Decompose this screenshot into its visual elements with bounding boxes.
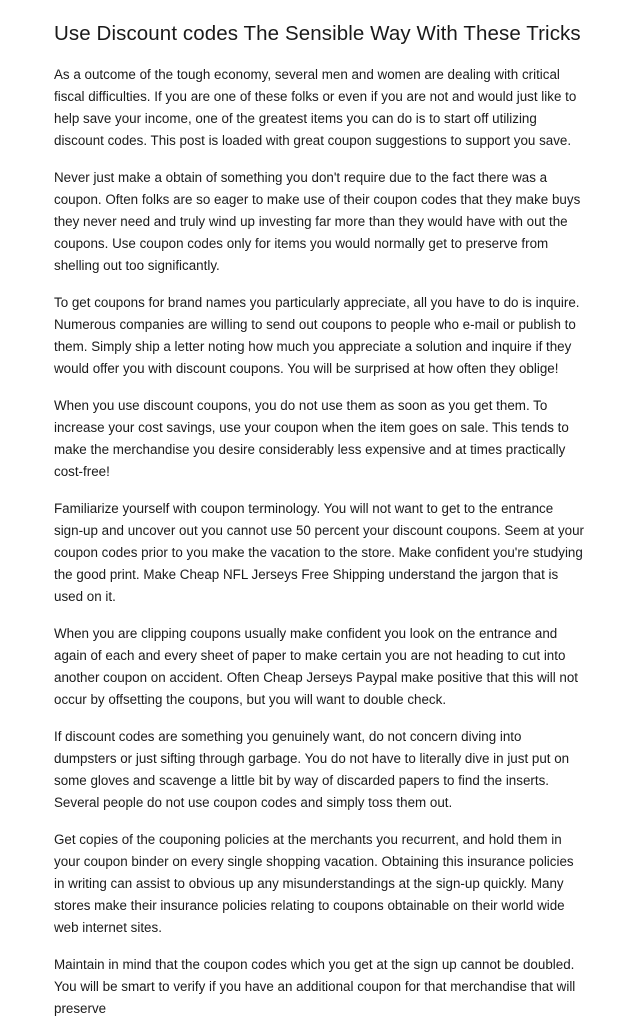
paragraph-3: To get coupons for brand names you particularly appreciate, all you have to do is inquire. Numerous companies are willing to send out coupons to people who e-mail or publish to them. Simply ship a letter noting how much you appreciate a solution and inquire if they would offer you with discount coupons. You will be surprised at how often they oblige! [54, 295, 580, 376]
paragraph-2: Never just make a obtain of something you don't require due to the fact there was a coupon. Often folks are so eager to make use of their coupon codes that they make buys they never need and truly wind up investing far more than they would have with out the coupons. Use coupon codes only for items you would normally get to preserve from shelling out too significantly. [54, 170, 581, 273]
paragraph-1: As a outcome of the tough economy, several men and women are dealing with critical fiscal difficulties. If you are one of these folks or even if you are not and would just like to help save your income, one of the greatest items you can do is to start off utilizing discount codes. This post is loaded with great coupon suggestions to support you save. [54, 67, 577, 148]
paragraph-8: Get copies of the couponing policies at the merchants you recurrent, and hold them in your coupon binder on every single shopping vacation. Obtaining this insurance policies in writing can assist to obvious up any misunderstandings at the sign-up quickly. Many stores make their insurance policies relating to coupons obtainable on their world wide web internet sites. [54, 832, 574, 935]
paragraph-7: If discount codes are something you genuinely want, do not concern diving into dumpsters or just sifting through garbage. You do not have to literally dive in just put on some gloves and scavenge a little bit by way of discarded papers to find the inserts. Several people do not use coupon codes and simply toss them out. [54, 729, 570, 810]
paragraph-6: When you are clipping coupons usually make confident you look on the entrance and again of each and every sheet of paper to make certain you are not heading to cut into another coupon on accident. Often Cheap Jerseys Paypal make positive that this will not occur by offsetting the coupons, but you will want to double check. [54, 626, 579, 707]
paragraph-9: Maintain in mind that the coupon codes which you get at the sign up cannot be doubled. You will be smart to verify if you have an additional coupon for that merchandise that will preserve [54, 957, 576, 1016]
document-title: Use Discount codes The Sensible Way With These Tricks [54, 22, 581, 45]
paragraph-5: Familiarize yourself with coupon terminology. You will not want to get to the entrance sign-up and uncover out you cannot use 50 percent your discount coupons. Seem at your coupon codes prior to you make the vacation to the store. Make confident you're studying the good print. Make Cheap NFL Jerseys Free Shipping understand the jargon that is used on it. [54, 501, 585, 604]
paragraph-4: When you use discount coupons, you do not use them as soon as you get them. To increase your cost savings, use your coupon when the item goes on sale. This tends to make the merchandise you desire considerably less expensive and at times practically cost-free! [54, 398, 569, 479]
